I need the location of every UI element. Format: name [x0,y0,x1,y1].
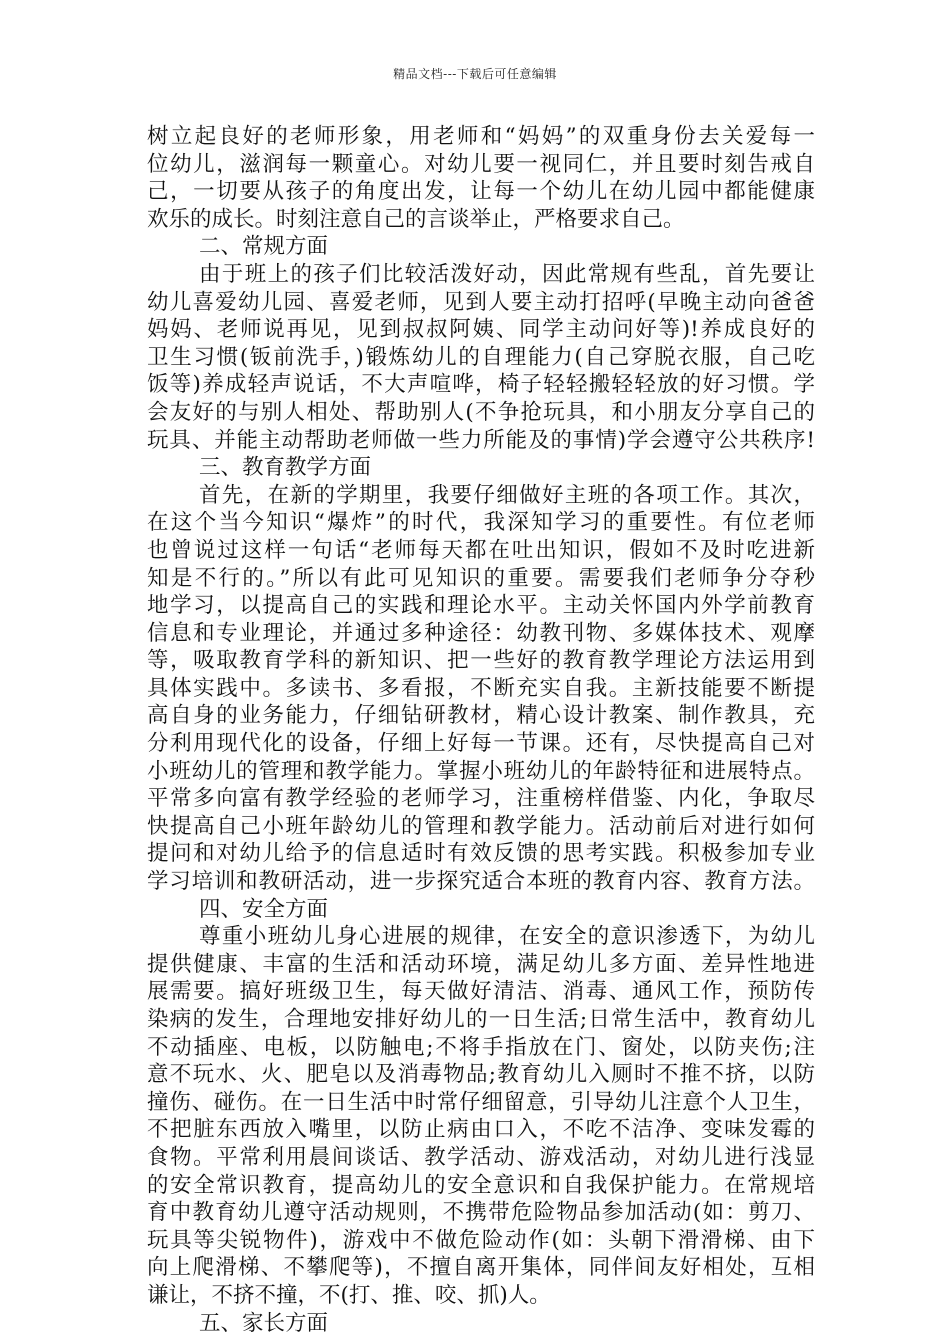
text-line: 的安全常识教育，提高幼儿的安全意识和自我保护能力。在常规培 [147,1172,815,1198]
text-line: 意不玩水、火、肥皂以及消毒物品;教育幼儿入厕时不推不挤，以防 [147,1062,815,1088]
text-line: 食物。平常利用晨间谈话、教学活动、游戏活动，对幼儿进行浅显 [147,1144,815,1170]
section-heading: 三、教育教学方面 [199,455,372,481]
text-line: 撞伤、碰伤。在一日生活中时常仔细留意，引导幼儿注意个人卫生， [147,1089,815,1115]
page-header: 精品文档---下载后可任意编辑 [393,67,557,81]
text-line: 欢乐的成长。时刻注意自己的言谈举止，严格要求自己。 [147,206,685,232]
section-heading: 二、常规方面 [199,234,329,260]
text-line: 由于班上的孩子们比较活泼好动，因此常规有些乱，首先要让 [199,261,815,287]
text-line: 也曾说过这样一句话“老师每天都在吐出知识，假如不及时吃进新 [147,537,815,563]
text-line: 玩具、并能主动帮助老师做一些力所能及的事情)学会遵守公共秩序! [147,427,815,453]
text-line: 幼儿喜爱幼儿园、喜爱老师，见到人要主动打招呼(早晚主动向爸爸 [147,289,815,315]
section-heading: 五、家长方面 [199,1310,329,1336]
text-line: 会友好的与别人相处、帮助别人(不争抢玩具，和小朋友分享自己的 [147,399,815,425]
text-line: 卫生习惯(钣前洗手，)锻炼幼儿的自理能力(自己穿脱衣服，自己吃 [147,344,815,370]
text-line: 等，吸取教育学科的新知识、把一些好的教育教学理论方法运用到 [147,648,815,674]
text-line: 尊重小班幼儿身心进展的规律，在安全的意识渗透下，为幼儿 [199,924,815,950]
document-body [147,123,815,1337]
text-line: 知是不行的。”所以有此可见知识的重要。需要我们老师争分夺秒 [147,565,815,591]
section-heading: 四、安全方面 [199,896,329,922]
text-line: 信息和专业理论，并通过多种途径：幼教刊物、多媒体技术、观摩 [147,620,815,646]
text-line: 快提高自己小班年龄幼儿的管理和教学能力。活动前后对进行如何 [147,813,815,839]
text-line: 在这个当今知识“爆炸”的时代，我深知学习的重要性。有位老师 [147,510,815,536]
text-line: 地学习，以提高自己的实践和理论水平。主动关怀国内外学前教育 [147,593,815,619]
text-line: 育中教育幼儿遵守活动规则，不携带危险物品参加活动(如：剪刀、 [147,1200,815,1226]
text-line: 分利用现代化的设备，仔细上好每一节课。还有，尽快提高自己对 [147,731,815,757]
text-line: 染病的发生，合理地安排好幼儿的一日生活;日常生活中，教育幼儿 [147,1007,815,1032]
text-line: 首先，在新的学期里，我要仔细做好主班的各项工作。其次， [199,482,815,508]
text-line: 具体实践中。多读书、多看报，不断充实自我。主新技能要不断提 [147,675,815,701]
text-line: 小班幼儿的管理和教学能力。掌握小班幼儿的年龄特征和进展特点。 [147,758,815,784]
text-line: 树立起良好的老师形象，用老师和“妈妈”的双重身份去关爱每一 [147,124,815,149]
text-line: 位幼儿，滋润每一颗童心。对幼儿要一视同仁，并且要时刻告戒自 [147,151,815,177]
text-line: 不把脏东西放入嘴里，以防止病由口入，不吃不洁净、变味发霉的 [147,1117,815,1143]
text-line: 不动插座、电板，以防触电;不将手指放在门、窗处，以防夹伤;注 [147,1034,815,1060]
text-line: 高自身的业务能力，仔细钻研教材，精心设计教案、制作教具，充 [147,703,815,729]
text-line: 展需要。搞好班级卫生，每天做好清洁、消毒、通风工作，预防传 [147,979,815,1005]
text-line: 己，一切要从孩子的角度出发，让每一个幼儿在幼儿园中都能健康 [147,179,815,205]
text-line: 向上爬滑梯、不攀爬等)，不擅自离开集体，同伴间友好相处，互相 [147,1255,815,1281]
text-line: 玩具等尖锐物件)，游戏中不做危险动作(如：头朝下滑滑梯、由下 [147,1227,815,1253]
text-line: 妈妈、老师说再见，见到叔叔阿姨、同学主动问好等)!养成良好的 [147,317,815,343]
text-line: 平常多向富有教学经验的老师学习，注重榜样借鉴、内化，争取尽 [147,786,815,812]
text-line: 学习培训和教研活动，进一步探究适合本班的教育内容、教育方法。 [147,869,815,895]
text-line: 提问和对幼儿给予的信息适时有效反馈的思考实践。积极参加专业 [147,841,815,867]
text-line: 谦让，不挤不撞，不(打、推、咬、抓)人。 [147,1282,551,1308]
text-line: 提供健康、丰富的生活和活动环境，满足幼儿多方面、差异性地进 [147,951,815,977]
text-line: 饭等)养成轻声说话，不大声喧哗，椅子轻轻搬轻轻放的好习惯。学 [147,372,815,398]
